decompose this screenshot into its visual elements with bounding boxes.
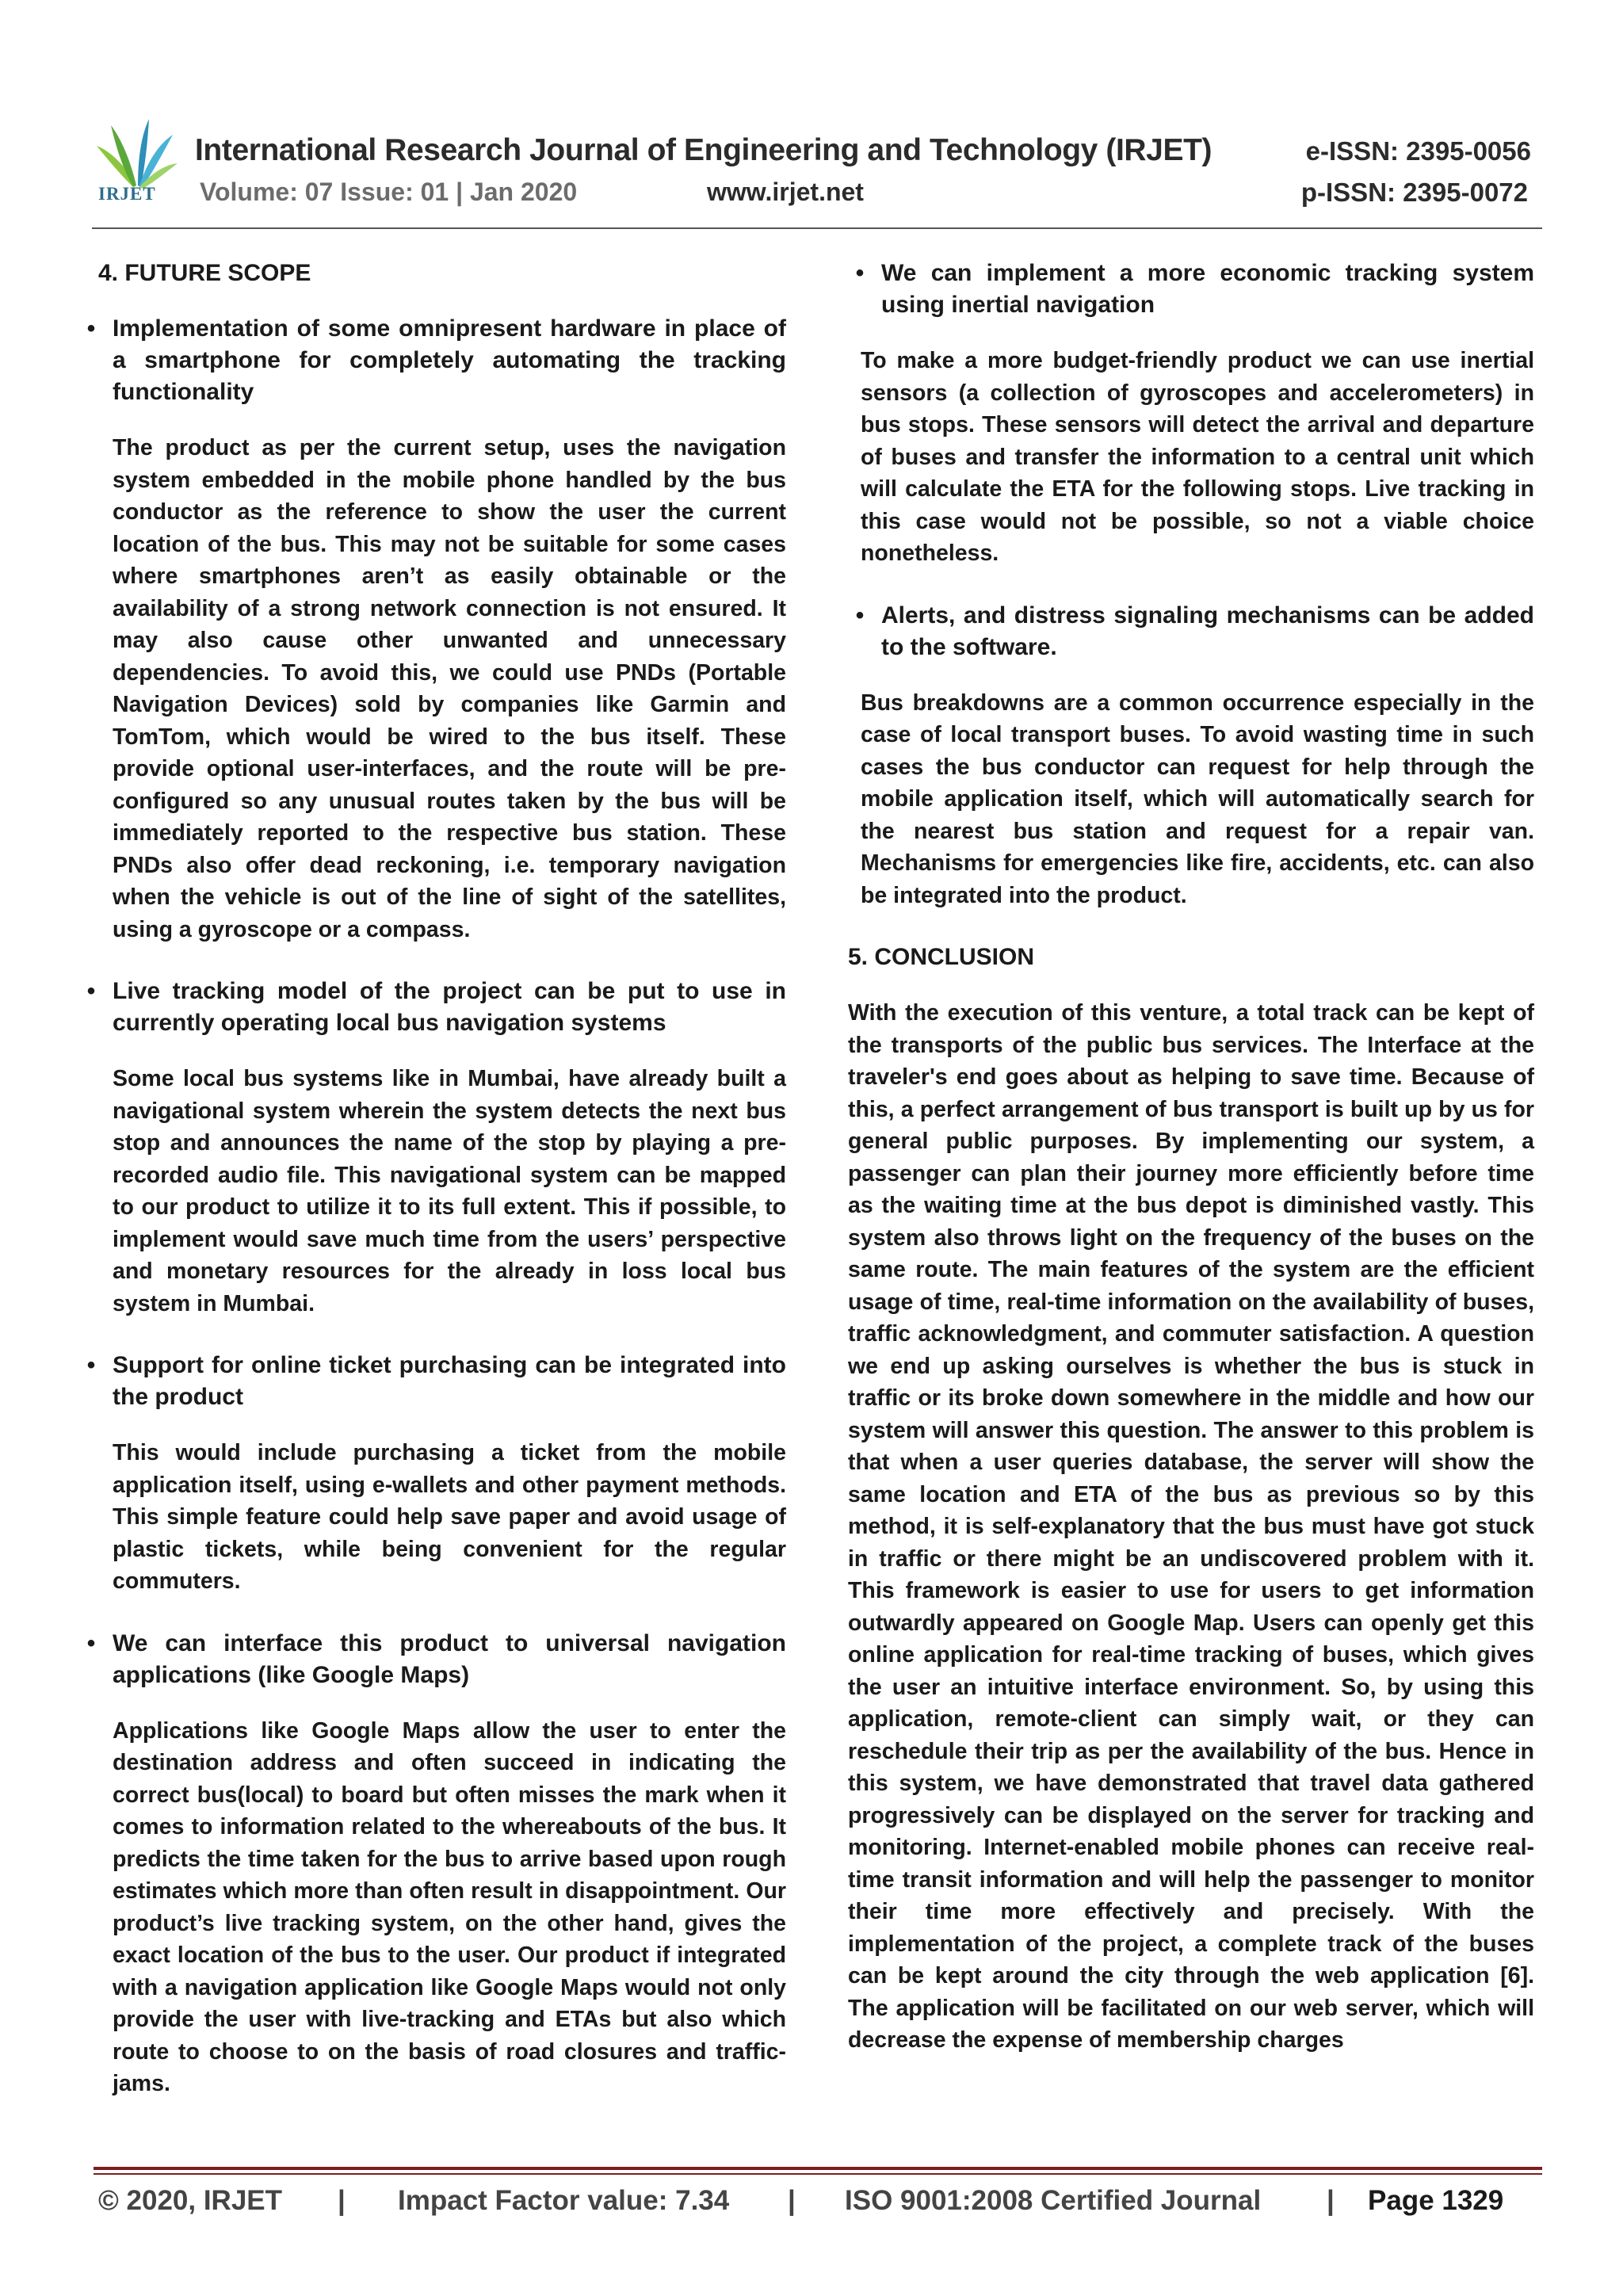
paragraph: The product as per the current setup, uses the navigation system embedded in the mobile phone handled by the bus conductor as the reference to show the user the current location of the bus. This may not be suitable for some cases where smartphones aren’t as easily obtainable or the availability of a strong network connection is not ensured. It may also cause other unwanted and unnecessary dependencies. To avoid this, we could use PNDs (Portable Navigation Devices) sold by companies like Garmin and TomTom, which would be wired to the bus itself. These provide optional user-interfaces, and the route will be pre-configured so any unusual routes taken by the bus will be immediately reported to the respective bus station. These PNDs also offer dead reckoning, i.e. temporary navigation when the vehicle is out of the line of sight of the satellites, using a gyroscope or a compass. [113, 435, 786, 942]
header-divider [92, 227, 1542, 229]
bullet-heading [79, 976, 786, 1039]
bullet-icon: • [86, 978, 96, 1004]
footer-copyright: © 2020, IRJET [98, 2185, 283, 2216]
journal-website-link[interactable]: www.irjet.net [707, 178, 864, 206]
journal-title: International Research Journal of Engineering and Technology (IRJET) [195, 133, 1212, 167]
bullet-heading-text: Implementation of some omnipresent hardware in place of a smartphone for completely automating the tracking functionality [113, 315, 786, 405]
bullet-heading [848, 258, 1534, 321]
footer-impact-factor: Impact Factor value: 7.34 [398, 2185, 730, 2216]
bullet-icon: • [855, 602, 865, 628]
bullet-heading [79, 313, 786, 408]
e-issn: e-ISSN: 2395-0056 [1305, 136, 1531, 166]
bullet-heading-text: We can implement a more economic tracking system using inertial navigation [881, 260, 1534, 318]
bullet-icon: • [855, 260, 865, 286]
footer-page-number: Page 1329 [1368, 2185, 1504, 2216]
paragraph: Bus breakdowns are a common occurrence especially in the case of local transport buses. To avoid wasting time in such cases the bus conductor can request for help through the mobile application itself, which will automatically search for the nearest bus station and request for a repair van. Mechanisms for emergencies like fire, accidents, etc. can also be integrated into the product. [861, 690, 1534, 908]
footer-iso: ISO 9001:2008 Certified Journal [845, 2185, 1262, 2216]
bullet-icon: • [86, 315, 96, 342]
right-column [848, 258, 1534, 2057]
bullet-heading-text: Support for online ticket purchasing can be integrated into the product [113, 1352, 786, 1410]
paragraph: Some local bus systems like in Mumbai, have already built a navigational system wherein the system detects the next bus stop and announces the name of the stop by playing a pre-recorded audio file. This navigational system can be mapped to our product to utilize it to its full extent. This if possible, to implement would save much time from the users’ perspective and monetary resources for the already in loss local bus system in Mumbai. [113, 1066, 786, 1316]
bullet-heading [79, 1350, 786, 1413]
bullet-heading-text: Live tracking model of the project can be put to use in currently operating local bus navigation systems [113, 978, 786, 1036]
footer-separator: | [788, 2185, 796, 2216]
p-issn: p-ISSN: 2395-0072 [1300, 178, 1528, 207]
footer-divider [94, 2167, 1542, 2170]
bullet-heading-text: We can interface this product to universal navigation applications (like Google Maps) [113, 1629, 786, 1688]
bullet-heading [848, 600, 1534, 663]
conclusion-paragraph: With the execution of this venture, a total track can be kept of the transports of the public bus services. The Interface at the traveler's end goes about as helping to save time. Because of this, a perfect arrangement of bus transport is built up by us for general public purposes. By implementing our system, a passenger can plan their journey more efficiently before time as the waiting time at the bus depot is diminished vastly. This system also throws light on the frequency of the buses on the same route. The main features of the system are the efficient usage of time, real-time information on the availability of buses, traffic acknowledgment, and commuter satisfaction. A question we end up asking ourselves is whether the bus is stuck in traffic or its broke down somewhere in the middle and how our system will answer this question. The answer to this problem is that when a user queries database, the server will show the same location and ETA of the bus as previous so by this method, it is self-explanatory that the bus must have got stuck in traffic or there might be an undiscovered problem with it. This framework is easier to use for users to get information outwardly appeared on Google Map. Users can openly get this online application for real-time tracking of buses, which gives the user an intuitive interface environment. So, by using this application, remote-client can simply wait, or they can reschedule their trip as per the availability of the bus. Hence in this system, we have demonstrated that travel data gathered progressively can be displayed on the server for tracking and monitoring. Internet-enabled mobile phones can receive real-time transit information and will help the passenger to monitor their time more effectively and precisely. With the implementation of the project, a complete track of the buses can be kept around the city through the web application [6]. The application will be facilitated on our web server, which will decrease the expense of membership charges [848, 1000, 1534, 2053]
logo-text: IRJET [98, 184, 156, 204]
bullet-heading-text: Alerts, and distress signaling mechanisms can be added to the software. [881, 602, 1534, 660]
left-column [79, 258, 786, 2130]
bullet-icon: • [86, 1352, 96, 1378]
paragraph: This would include purchasing a ticket from the mobile application itself, using e-wallets and other payment methods. This simple feature could help save paper and avoid usage of plastic tickets, while being convenient for the regular commuters. [113, 1440, 786, 1594]
volume-issue: Volume: 07 Issue: 01 | Jan 2020 [200, 178, 578, 206]
footer-separator: | [338, 2185, 346, 2216]
section-heading-future-scope: 4. FUTURE SCOPE [98, 260, 311, 286]
bullet-heading [79, 1628, 786, 1691]
section-heading-conclusion: 5. CONCLUSION [848, 944, 1035, 970]
paragraph: Applications like Google Maps allow the user to enter the destination address and often succeed in indicating the correct bus(local) to board but often misses the mark when it comes to information related to the whereabouts of the bus. It predicts the time taken for the bus to arrive based upon rough estimates which more than often result in disappointment. Our product’s live tracking system, on the other hand, gives the exact location of the bus to the user. Our product if integrated with a navigation application like Google Maps would not only provide the user with live-tracking and ETAs but also which route to choose to on the basis of road closures and traffic-jams. [113, 1717, 786, 2096]
irjet-logo [94, 117, 179, 211]
paragraph: To make a more budget-friendly product we can use inertial sensors (a collection of gyroscopes and accelerometers) in bus stops. These sensors will detect the arrival and departure of buses and transfer the information to a central unit which will calculate the ETA for the following stops. Live tracking in this case would not be possible, so not a viable choice nonetheless. [861, 348, 1534, 566]
bullet-icon: • [86, 1629, 96, 1656]
leaf-logo-icon [94, 117, 179, 189]
footer-divider-thin [94, 2173, 1542, 2175]
footer-separator: | [1327, 2185, 1335, 2216]
